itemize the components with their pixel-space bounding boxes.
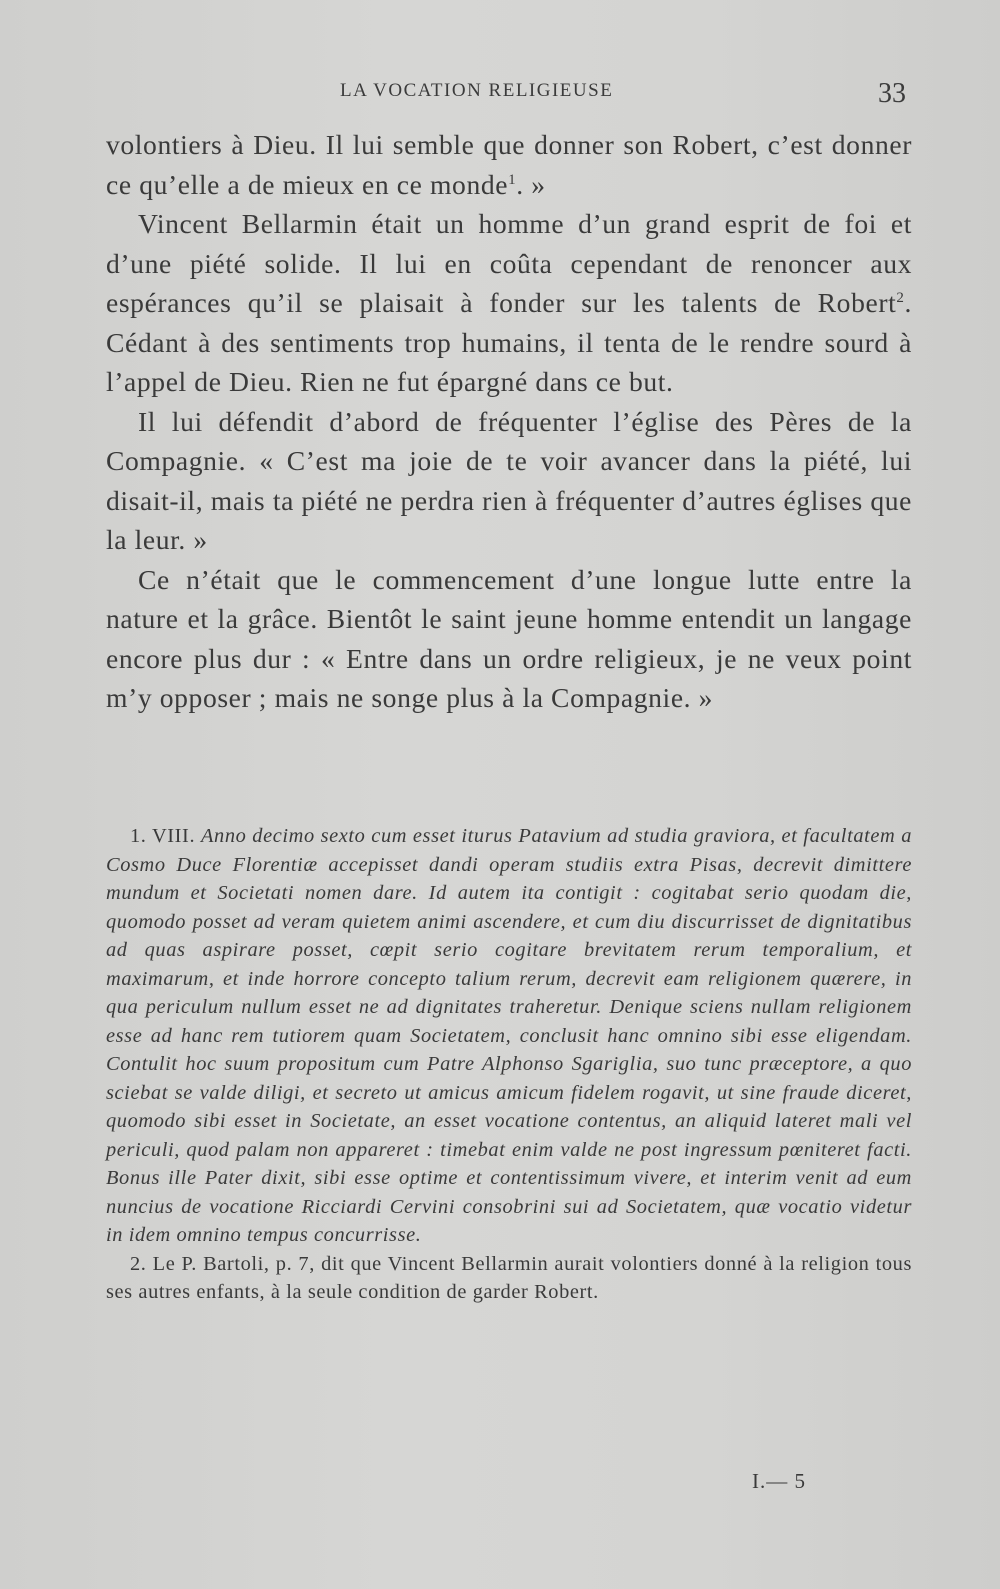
paragraph-1: [106, 125, 912, 204]
footnote-ref-1: 1: [508, 171, 517, 188]
signature-mark: I.— 5: [752, 1469, 806, 1493]
footnotes: [106, 822, 912, 1307]
paragraph-2-text: Vincent Bellarmin était un homme d’un grand esprit de foi et d’une piété solide. Il lui en coûta cependant de renoncer aux espérances qu’il se plaisait à fonder sur les talents de Robert: [106, 208, 912, 318]
paragraph-3: Il lui défendit d’abord de fréquenter l’église des Pères de la Compagnie. « C’est ma joie de te voir avancer dans la piété, lui disait-il, mais ta piété ne perdra rien à fréquenter d’autres églises que la leur. »: [106, 405, 912, 555]
paragraph-1-end: . »: [516, 168, 546, 200]
footnote-1: [106, 822, 912, 1250]
paragraph-2: [106, 204, 912, 402]
paragraph-4: Ce n’était que le commencement d’une longue lutte entre la nature et la grâce. Bientôt le saint jeune homme entendit un langage encore plus dur : « Entre dans un ordre religieux, je ne veux point m’y opposer ; mais ne songe plus à la Compagnie. »: [106, 563, 912, 713]
running-title: LA VOCATION RELIGIEUSE: [340, 80, 614, 101]
paragraph-2-end: . Cédant à des sentiments trop humains, il tenta de le rendre sourd à l’appel de Dieu. Rien ne fut épargné dans ce but.: [106, 287, 912, 397]
footnote-2: 2. Le P. Bartoli, p. 7, dit que Vincent Bellarmin aurait volontiers donné à la religion tous ses autres enfants, à la seule condition de garder Robert.: [106, 1252, 912, 1303]
footnote-1-marker: 1. VIII.: [130, 825, 196, 847]
main-text: [106, 125, 912, 718]
page-number: 33: [878, 78, 906, 109]
footnote-1-text: Anno decimo sexto cum esset iturus Patavium ad studia graviora, et facultatem a Cosmo Duce Florentiæ accepisset dandi operam studiis extra Pisas, decrevit dimittere mundum et Societati nomen dare. Id autem ita contigit : cogitabat serio quodam die, quomodo posset ad veram quietem animi ascendere, et cum diu discurrisset de dignitatibus ad quas aspirare posset, cœpit serio cogitare brevitatem rerum temporalium, et maximarum, et inde horrore concepto talium rerum, decrevit eam religionem quærere, in qua periculum nullum esset ne ad dignitates traheretur. Denique sciens nullam religionem esse ad hanc rem tutiorem quam Societatem, conclusit hanc omnino sibi esse eligendam. Contulit hoc suum propositum cum Patre Alphonso Sgariglia, suo tunc præceptore, a quo sciebat se valde diligi, et secreto ut amicus amicum fidelem rogavit, ut sine fraude diceret, quomodo sibi esset in Societate, an esset vocatione contentus, an aliquid lateret mali vel periculi, quod palam non appareret : timebat enim valde ne post ingressum pœniteret facti. Bonus ille Pater dixit, sibi esse optime et contentissimum vivere, et interim venit ad eum nuncius de vocatione Ricciardi Cervini consobrini sui ad Societatem, quæ vocatio videtur in idem omnino tempus concurrisse.: [106, 825, 912, 1246]
footnote-ref-2: 2: [896, 289, 905, 306]
paragraph-1-text: volontiers à Dieu. Il lui semble que donner son Robert, c’est donner ce qu’elle a de mieux en ce monde: [106, 129, 912, 200]
